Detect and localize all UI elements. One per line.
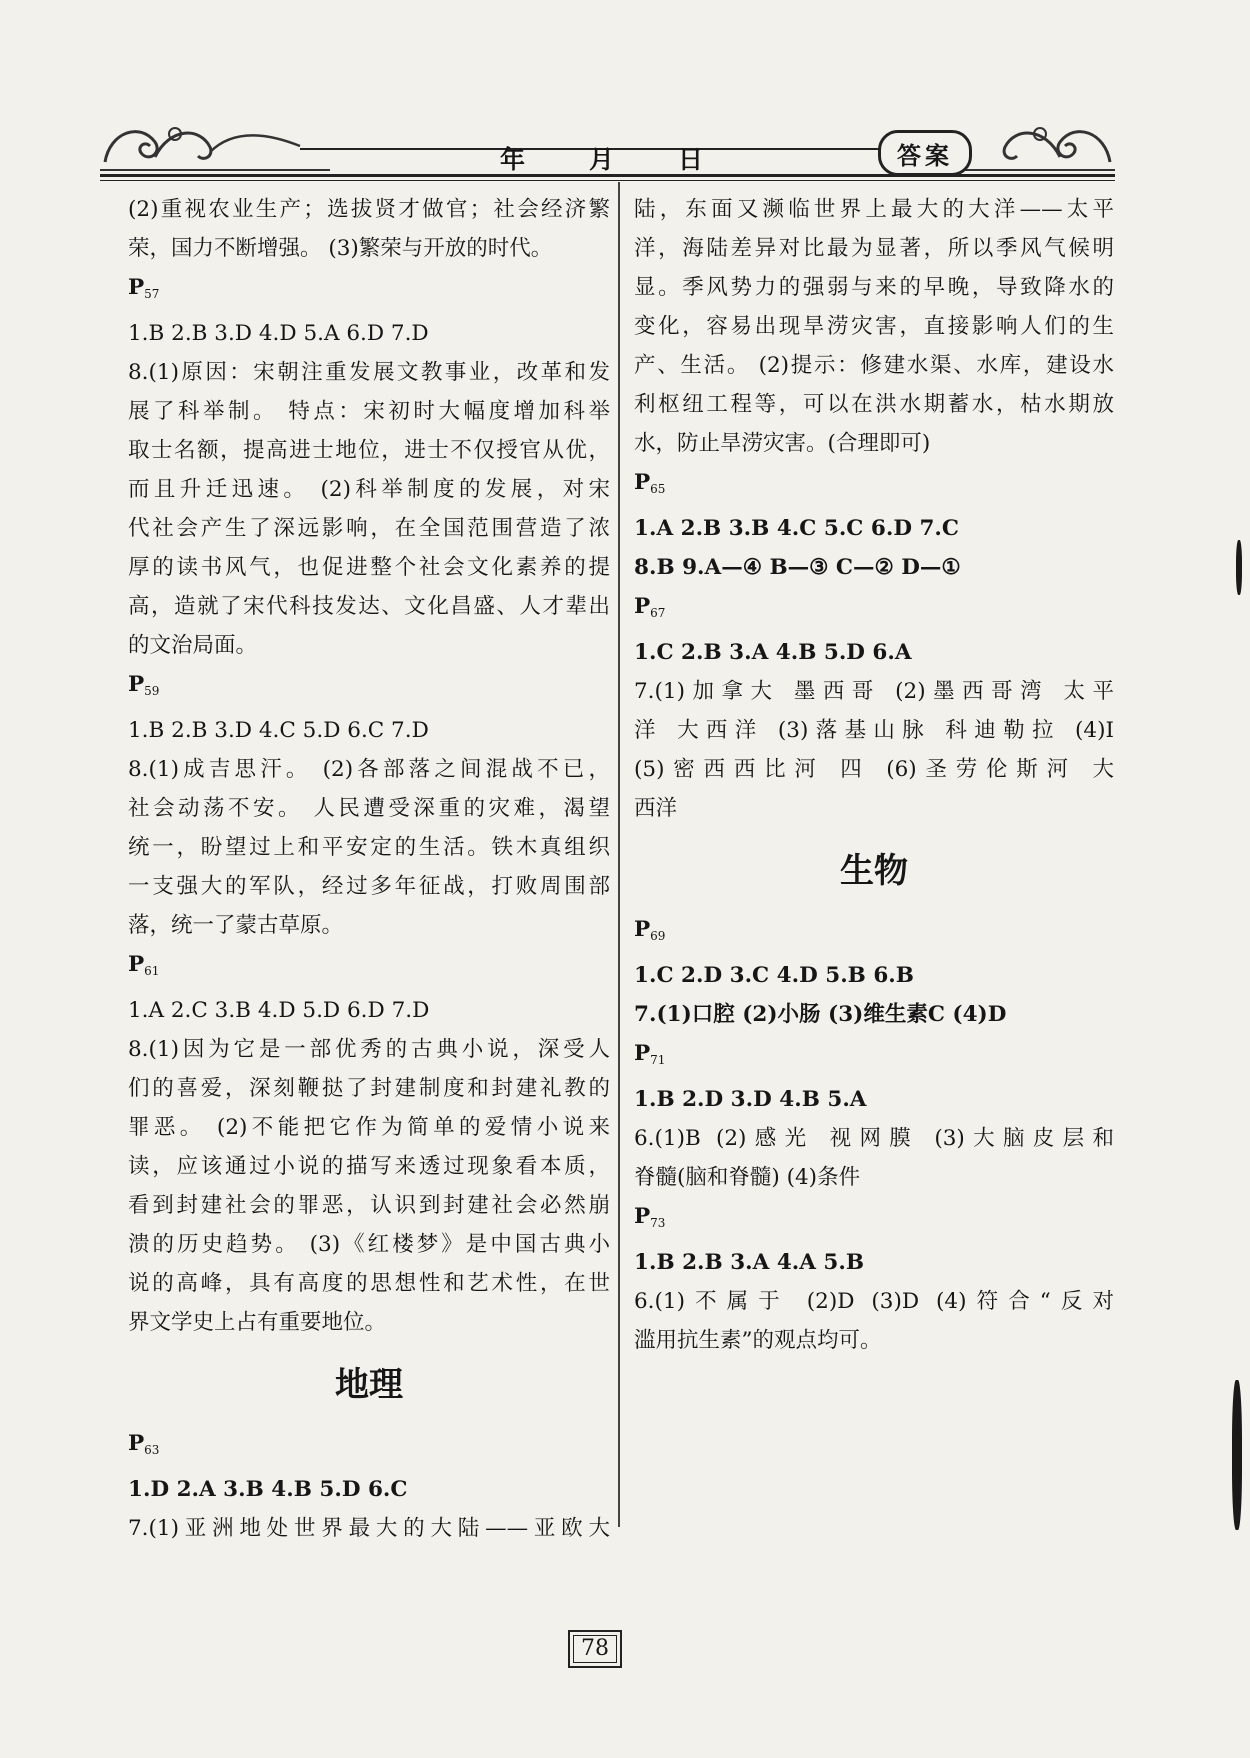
- text-line: 界文学史上占有重要地位。: [128, 1310, 387, 1335]
- text-line: 洋，海陆差异对比最为显著，所以季风气候明: [634, 236, 1114, 261]
- page-ref-69: $P_{69}$: [634, 917, 666, 943]
- text-line: 们的喜爱，深刻鞭挞了封建制度和封建礼教的: [128, 1076, 610, 1101]
- text-line: 落，统一了蒙古草原。: [128, 913, 344, 938]
- text-line: 7.(1)加拿大 墨西哥 (2)墨西哥湾 太平: [634, 679, 1114, 704]
- text-line: (2)重视农业生产；选拔贤才做官；社会经济繁: [128, 197, 610, 222]
- text-line: 代社会产生了深远影响，在全国范围营造了浓: [128, 516, 610, 541]
- page-header: [100, 112, 1115, 182]
- right-column: [634, 190, 1114, 1360]
- section-title-geography: 地理: [335, 1365, 403, 1405]
- text-line: 显。季风势力的强弱与来的早晚，导致降水的: [634, 275, 1114, 300]
- page-ref-65: $P_{65}$: [634, 470, 666, 496]
- text-line: 水，防止旱涝灾害。(合理即可): [634, 431, 931, 456]
- text-line: 7.(1)亚洲地处世界最大的大陆——亚欧大: [128, 1516, 610, 1541]
- text-line: 8.(1)原因：宋朝注重发展文教事业，改革和发: [128, 360, 610, 385]
- answers-69: 1.C 2.D 3.C 4.D 5.B 6.B: [634, 963, 914, 988]
- answer-badge-text: 答案: [897, 141, 953, 170]
- answers-61: 1.A 2.C 3.B 4.D 5.D 6.D 7.D: [128, 998, 430, 1023]
- text-line: 厚的读书风气，也促进整个社会文化素养的提: [128, 555, 610, 580]
- text-line: 看到封建社会的罪恶，认识到封建社会必然崩: [128, 1193, 610, 1218]
- text-line: 溃的历史趋势。 (3)《红楼梦》是中国古典小: [128, 1232, 610, 1257]
- text-line: 统一，盼望过上和平安定的生活。铁木真组织: [128, 835, 610, 860]
- text-line: 而且升迁迅速。 (2)科举制度的发展，对宋: [128, 477, 610, 502]
- answers-57: 1.B 2.B 3.D 4.D 5.A 6.D 7.D: [128, 321, 429, 346]
- text-line: 脊髓(脑和脊髓) (4)条件: [634, 1165, 861, 1190]
- answers-65: 1.A 2.B 3.B 4.C 5.C 6.D 7.C: [634, 516, 960, 541]
- answers-69-q7: 7.(1)口腔 (2)小肠 (3)维生素C (4)D: [634, 1002, 1007, 1027]
- text-line: 一支强大的军队，经过多年征战，打败周围部: [128, 874, 610, 899]
- page-ref-63: $P_{63}$: [128, 1431, 160, 1457]
- scan-mark: [1232, 1380, 1242, 1530]
- answers-65-cont: 8.B 9.A—④ B—③ C—② D—①: [634, 555, 961, 580]
- text-line: 展了科举制。 特点：宋初时大幅度增加科举: [128, 399, 610, 424]
- text-line: 陆，东面又濒临世界上最大的大洋——太平: [634, 197, 1114, 222]
- page-ref-57: $P_{57}$: [128, 275, 160, 301]
- text-line: 西洋: [634, 796, 678, 821]
- text-line: 取士名额，提高进士地位，进士不仅授官从优，: [128, 438, 610, 463]
- text-line: 滥用抗生素”的观点均可。: [634, 1328, 882, 1353]
- text-line: 读，应该通过小说的描写来透过现象看本质，: [128, 1154, 610, 1179]
- answers-73: 1.B 2.B 3.A 4.A 5.B: [634, 1250, 865, 1275]
- answers-59: 1.B 2.B 3.D 4.C 5.D 6.C 7.D: [128, 718, 429, 743]
- text-line: 8.(1)因为它是一部优秀的古典小说，深受人: [128, 1037, 610, 1062]
- text-line: 变化，容易出现旱涝灾害，直接影响人们的生: [634, 314, 1114, 339]
- date-month-label: 月: [589, 145, 617, 174]
- date-label: [500, 140, 705, 176]
- page-ref-59: $P_{59}$: [128, 672, 160, 698]
- text-line: 荣，国力不断增强。 (3)繁荣与开放的时代。: [128, 236, 553, 261]
- text-line: 利枢纽工程等，可以在洪水期蓄水，枯水期放: [634, 392, 1114, 417]
- answers-71: 1.B 2.D 3.D 4.B 5.A: [634, 1087, 867, 1112]
- page-ref-71: $P_{71}$: [634, 1041, 666, 1067]
- answer-badge: [878, 130, 972, 176]
- text-line: 产、生活。 (2)提示：修建水渠、水库，建设水: [634, 353, 1114, 378]
- date-day-label: 日: [678, 145, 706, 174]
- text-line: (5)密西西比河 四 (6)圣劳伦斯河 大: [634, 757, 1114, 782]
- scan-mark: [1236, 540, 1242, 595]
- text-line: 的文治局面。: [128, 633, 258, 658]
- text-line: 8.(1)成吉思汗。 (2)各部落之间混战不已，: [128, 757, 610, 782]
- answers-63: 1.D 2.A 3.B 4.B 5.D 6.C: [128, 1477, 408, 1502]
- answers-67: 1.C 2.B 3.A 4.B 5.D 6.A: [634, 640, 912, 665]
- left-scroll-ornament-icon: [100, 112, 330, 172]
- left-column: [128, 190, 610, 1548]
- column-divider: [618, 182, 620, 1527]
- text-line: 洋 大西洋 (3)落基山脉 科迪勒拉 (4)I: [634, 718, 1114, 743]
- page-number: 78: [568, 1630, 622, 1668]
- text-line: 6.(1)B (2)感光 视网膜 (3)大脑皮层和: [634, 1126, 1114, 1151]
- text-line: 6.(1)不属于 (2)D (3)D (4)符合“反对: [634, 1289, 1114, 1314]
- date-year-label: 年: [500, 145, 528, 174]
- header-rule-bottom-thin: [100, 180, 1115, 181]
- section-title-biology: 生物: [840, 851, 908, 891]
- page-ref-73: $P_{73}$: [634, 1204, 666, 1230]
- text-line: 社会动荡不安。 人民遭受深重的灾难，渴望: [128, 796, 610, 821]
- page-ref-61: $P_{61}$: [128, 952, 160, 978]
- page-ref-67: $P_{67}$: [634, 594, 666, 620]
- text-line: 说的高峰，具有高度的思想性和艺术性，在世: [128, 1271, 610, 1296]
- text-line: 罪恶。 (2)不能把它作为简单的爱情小说来: [128, 1115, 610, 1140]
- text-line: 高，造就了宋代科技发达、文化昌盛、人才辈出: [128, 594, 610, 619]
